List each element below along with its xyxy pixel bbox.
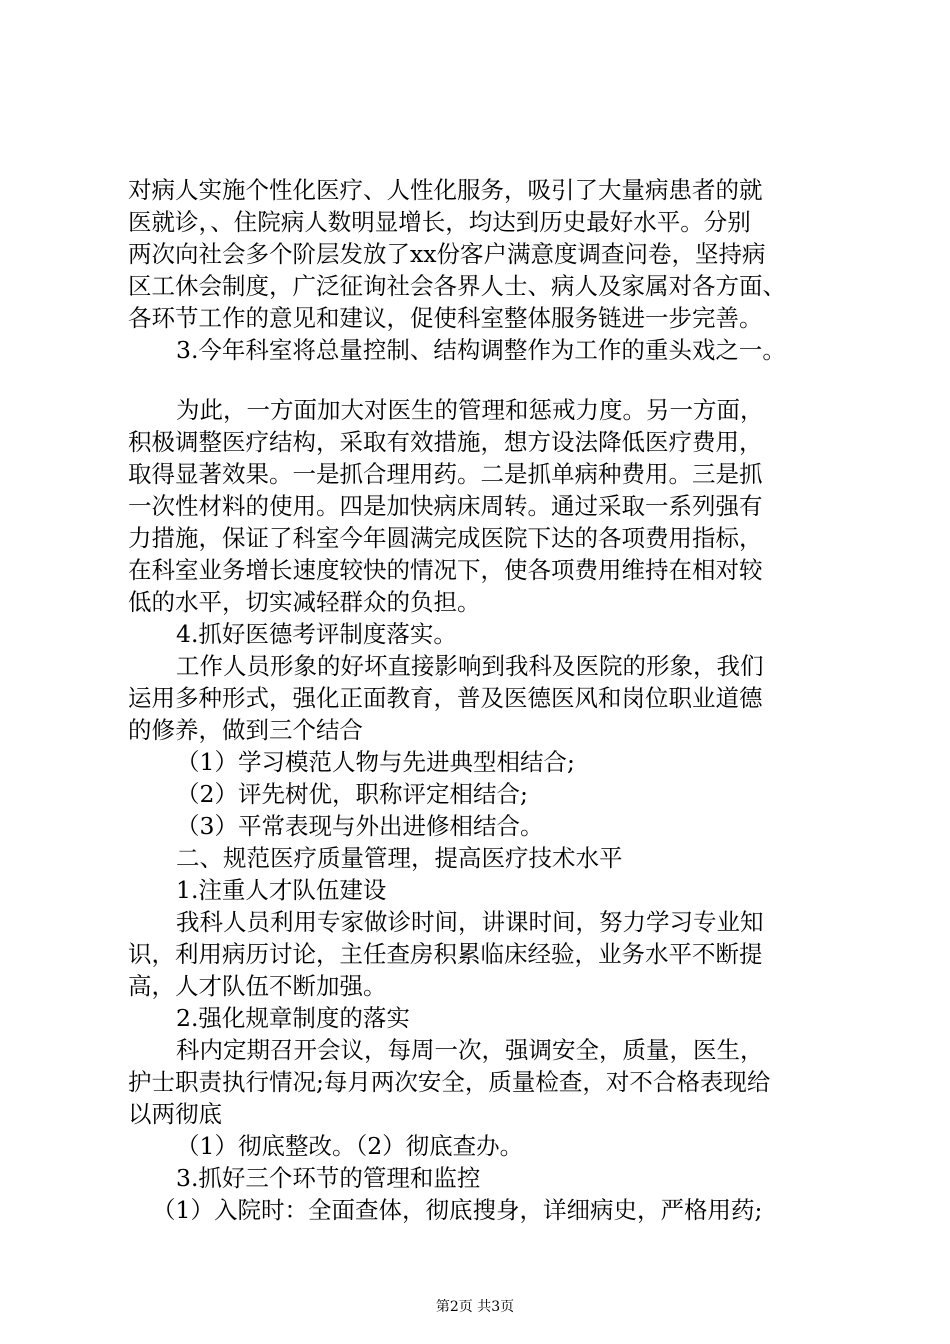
text-line: 运用多种形式，强化正面教育，普及医德医风和岗位职业道德 (128, 684, 763, 712)
text-line: 以两彻底 (128, 1100, 222, 1128)
text-line: 3.今年科室将总量控制、结构调整作为工作的重头戏之一。 (176, 336, 786, 364)
text-line: （1）入院时：全面查体，彻底搜身，详细病史，严格用药; (152, 1196, 763, 1224)
text-line: 护士职责执行情况;每月两次安全，质量检查，对不合格表现给 (128, 1068, 771, 1096)
subsection-heading: 1.注重人才队伍建设 (176, 876, 387, 904)
text-line: 识，利用病历讨论，主任查房积累临床经验，业务水平不断提 (128, 940, 763, 968)
text-line: 为此，一方面加大对医生的管理和惩戒力度。另一方面， (176, 396, 764, 424)
text-line: 一次性材料的使用。四是加快病床周转。通过采取一系列强有 (128, 492, 763, 520)
text-line: 科内定期召开会议，每周一次，强调安全，质量，医生， (176, 1036, 764, 1064)
text-line: 4.抓好医德考评制度落实。 (176, 620, 457, 648)
text-line: 区工休会制度，广泛征询社会各界人士、病人及家属对各方面、 (128, 272, 786, 300)
text-line: 各环节工作的意见和建议，促使科室整体服务链进一步完善。 (128, 304, 763, 332)
text-line: 我科人员利用专家做诊时间，讲课时间，努力学习专业知 (176, 908, 764, 936)
text-line: （3）平常表现与外出进修相结合。 (176, 812, 544, 840)
text-line: （2）评先树优，职称评定相结合; (176, 780, 528, 808)
text-line: （1）彻底整改。（2）彻底查办。 (176, 1132, 524, 1160)
text-line: 高，人才队伍不断加强。 (128, 972, 387, 1000)
text-line: 力措施，保证了科室今年圆满完成医院下达的各项费用指标， (128, 524, 763, 552)
text-line: 在科室业务增长速度较快的情况下，使各项费用维持在相对较 (128, 556, 763, 584)
text-line: 积极调整医疗结构，采取有效措施，想方设法降低医疗费用， (128, 428, 763, 456)
text-line: 工作人员形象的好坏直接影响到我科及医院的形象，我们 (176, 652, 764, 680)
text-line: 两次向社会多个阶层发放了xx份客户满意度调查问卷，坚持病 (128, 240, 766, 268)
text-line: 低的水平，切实减轻群众的负担。 (128, 588, 481, 616)
section-heading: 二、规范医疗质量管理，提高医疗技术水平 (176, 844, 623, 872)
subsection-heading: 2.强化规章制度的落实 (176, 1004, 410, 1032)
text-line: （1）学习模范人物与先进典型相结合; (176, 748, 575, 776)
text-line: 的修养，做到三个结合 (128, 716, 363, 744)
text-line: 取得显著效果。一是抓合理用药。二是抓单病种费用。三是抓 (128, 460, 763, 488)
subsection-heading: 3.抓好三个环节的管理和监控 (176, 1164, 481, 1192)
page-number-footer: 第2页 共3页 (435, 1299, 515, 1315)
text-line: 医就诊，、住院病人数明显增长，均达到历史最好水平。分别 (128, 208, 751, 236)
text-line: 对病人实施个性化医疗、人性化服务，吸引了大量病患者的就 (128, 176, 763, 204)
